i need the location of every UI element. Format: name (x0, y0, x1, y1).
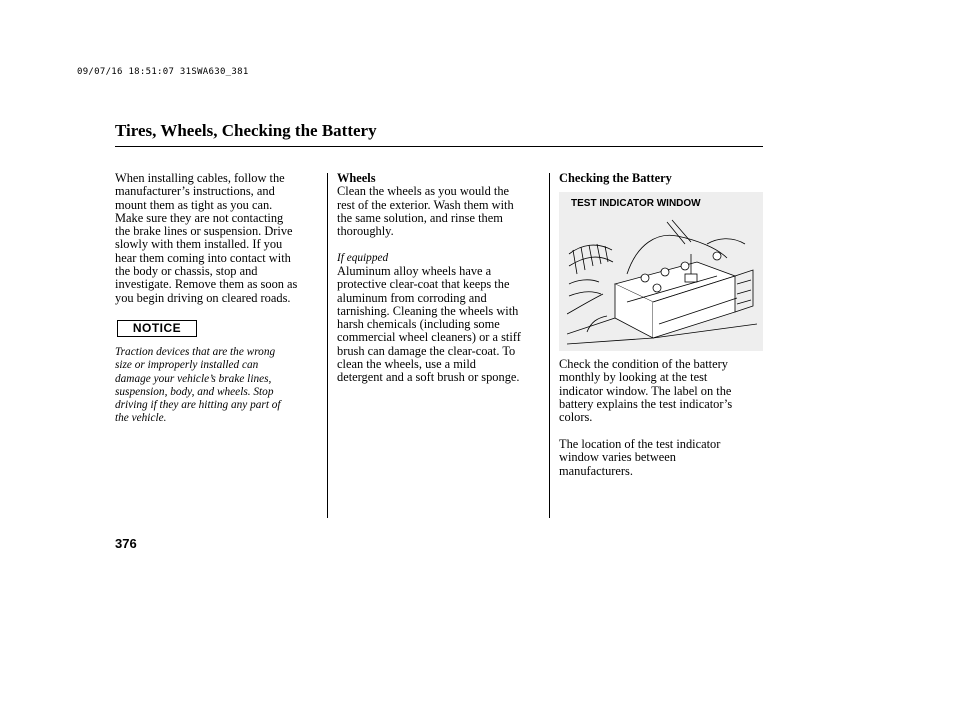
text-line: rest of the exterior. Wash them with (337, 197, 514, 212)
battery-heading-block (559, 172, 763, 185)
text-line: investigate. Remove them as soon as (115, 277, 298, 292)
text-line: colors. (559, 410, 593, 425)
text-line: brush can damage the clear-coat. To (337, 343, 516, 358)
text-line: slowly with them installed. If you (115, 237, 283, 252)
text-line: The location of the test indicator (559, 437, 721, 451)
text-line: clean the wheels, use a mild (337, 357, 477, 372)
text-line: you begin driving on cleared roads. (115, 290, 291, 305)
text-line: Aluminum alloy wheels have a (337, 264, 492, 278)
text-line: Clean the wheels as you would the (337, 184, 510, 199)
text-line: Check the condition of the battery (559, 357, 728, 371)
page-title: Tires, Wheels, Checking the Battery (115, 121, 377, 140)
page-number: 376 (115, 536, 137, 551)
text-line: window varies between (559, 450, 676, 465)
battery-check-paragraph (559, 358, 759, 424)
text-line: suspension, body, and wheels. Stop (115, 385, 274, 398)
indicator-location-paragraph (559, 438, 759, 478)
text-line: thoroughly. (337, 224, 394, 239)
wheels-heading: Wheels (337, 171, 376, 185)
cables-paragraph (115, 172, 320, 305)
text-line: damage your vehicle’s brake lines, (115, 372, 272, 385)
column-divider-1 (327, 173, 328, 518)
text-line: Make sure they are not contacting (115, 210, 284, 225)
battery-illustration (567, 214, 757, 348)
text-line: detergent and a soft brush or sponge. (337, 370, 520, 385)
column-divider-2 (549, 173, 550, 518)
text-line: manufacturer’s instructions, and (115, 184, 275, 199)
text-line: monthly by looking at the test (559, 370, 708, 385)
text-line: the vehicle. (115, 412, 167, 425)
text-line: the same solution, and rinse them (337, 210, 503, 225)
text-line: When installing cables, follow the (115, 171, 285, 185)
battery-heading: Checking the Battery (559, 171, 672, 185)
notice-label: NOTICE (117, 320, 197, 337)
if-equipped-note: If equipped (337, 252, 389, 264)
text-line: harsh chemicals (including some (337, 317, 500, 332)
notice-warning-text (115, 346, 320, 426)
text-line: driving if they are hitting any part of (115, 399, 281, 412)
print-stamp: 09/07/16 18:51:07 31SWA630_381 (77, 67, 249, 77)
text-line: mount them as tight as you can. (115, 197, 273, 212)
figure-label: TEST INDICATOR WINDOW (571, 198, 701, 209)
text-line: Traction devices that are the wrong (115, 346, 276, 358)
aluminum-wheels-paragraph (337, 265, 547, 385)
text-line: commercial wheel cleaners) or a stiff (337, 330, 521, 345)
title-rule (115, 146, 763, 147)
text-line: indicator window. The label on the (559, 383, 732, 398)
text-line: manufacturers. (559, 463, 633, 478)
text-line: size or improperly installed can (115, 359, 259, 372)
text-line: protective clear-coat that keeps the (337, 277, 510, 292)
text-line: the body or chassis, stop and (115, 264, 258, 279)
wheels-section (337, 172, 547, 238)
text-line: aluminum from corroding and (337, 290, 487, 305)
text-line: tarnishing. Cleaning the wheels with (337, 303, 519, 318)
text-line: hear them coming into contact with (115, 250, 291, 265)
text-line: battery explains the test indicator’s (559, 396, 733, 411)
battery-figure (559, 192, 763, 351)
text-line: the brake lines or suspension. Drive (115, 224, 293, 239)
